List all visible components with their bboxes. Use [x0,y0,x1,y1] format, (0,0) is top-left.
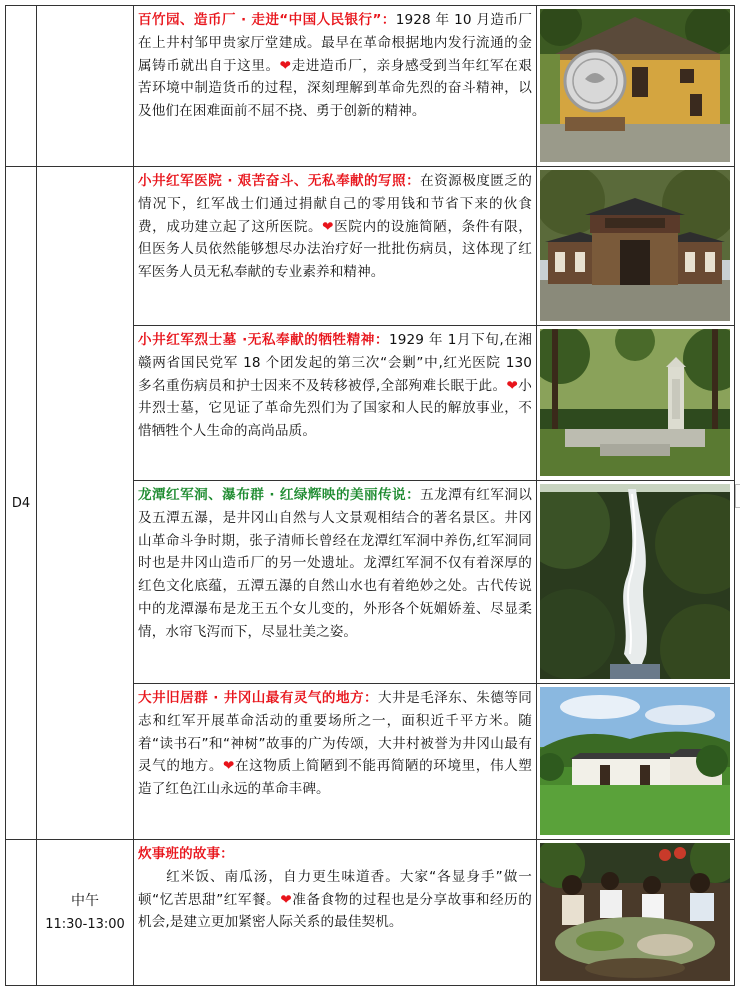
entry-reflection: 小井烈士墓，它见证了革命先烈们为了国家和人民的解放事业，不惜牺牲个人生命的高尚品质。 [138,377,532,440]
mint-building-photo [540,9,730,162]
photo-cell-cemetery [537,326,735,481]
entry-title: 百竹园、造币厂 · 走进“中国人民银行”： [138,12,396,28]
time-cell-empty [37,6,134,167]
page-edge-marker [735,484,740,508]
heart-icon: ❤ [506,377,519,394]
entry-body: 五龙潭有红军洞以及五潭五瀑，是井冈山自然与人文景观相结合的著名景区。井冈山革命斗争时期，张子清师长曾经在龙潭红军洞中养伤,红军洞同时也是井冈山造币厂的另一处遗址。龙潭红军洞不仅有着深厚的红色文化底蕴，五潭五瀑的自然山水也有着绝妙之处。古代传说中的龙潭瀑布是龙王五个女儿变的，外形各个妩媚娇羞、尽显柔情，水帘飞泻而下，尽显壮美之姿。 [138,487,532,640]
entry-body: 大井是毛泽东、朱德等同志和红军开展革命活动的重要场所之一，面积近千平方米。随着“读书石”和“神树”故事的广为传颂，大井村被誉为井冈山最有灵气的地方。 [138,690,532,775]
entry-body: 红米饭、南瓜汤，自力更生味道香。大家“各显身手”做一顿“忆苦思甜”红军餐。 [138,868,532,908]
entry-text-cooking [134,840,537,986]
entry-title: 小井红军医院 · 艰苦奋斗、无私奉献的写照： [138,173,421,189]
entry-body: 1928 年 10 月造币厂在上井村邹甲贵家厅堂建成。最早在革命根据地内发行流通的金属铸币就出自于这里。 [138,12,532,74]
entry-text-cemetery [134,326,537,481]
entry-title: 小井红军烈士墓 ·无私奉献的牺牲精神： [138,332,389,348]
entry-title: 大井旧居群 · 井冈山最有灵气的地方： [138,690,379,706]
time-range: 11:30-13:00 [45,916,125,932]
entry-body: 1929 年 1月下旬,在湘赣两省国民党军 18 个团发起的第三次“会剿”中,红光医院 130 多名重伤病员和护士因来不及转移被俘,全部殉难长眠于此。 [138,332,533,394]
entry-title: 龙潭红军洞、瀑布群 · 红绿辉映的美丽传说： [138,487,421,503]
photo-cell-cooking [537,840,735,986]
entry-reflection: 准备食物的过程也是分享故事和经历的机会,是建立更加紧密人际关系的最佳契机。 [138,891,532,931]
entry-reflection: 医院内的设施简陋，条件有限，但医务人员依然能够想尽办法治疗好一批批伤病员，这体现了红军医务人员无私奉献的专业素养和精神。 [138,218,532,281]
entry-text-waterfall [134,481,537,684]
table-row [6,167,735,326]
table-row [6,6,735,167]
entry-reflection: 走进造币厂，亲身感受到当年红军在艰苦环境中制造货币的过程，深刻理解到革命先烈的奋斗精神，以及他们在困难面前不屈不挠、勇于创新的精神。 [138,57,532,120]
table-row [6,840,735,986]
photo-cell-mint [537,6,735,167]
day-cell-empty [6,6,37,167]
entry-text-mint [134,6,537,167]
time-cell-empty [37,167,134,840]
photo-cell-dajing [537,684,735,840]
entry-reflection: 在这物质上简陋到不能再简陋的环境里，伟人塑造了红色江山永远的革命丰碑。 [138,758,532,798]
heart-icon: ❤ [279,57,292,74]
entry-text-dajing [134,684,537,840]
photo-cell-hospital [537,167,735,326]
cooking-team-photo [540,843,730,981]
entry-text-hospital [134,167,537,326]
waterfall-photo [540,484,730,679]
day-cell-empty [6,840,37,986]
time-cell [37,840,134,986]
dajing-residence-photo [540,687,730,835]
heart-icon: ❤ [223,758,235,775]
entry-title: 炊事班的故事： [138,846,234,862]
entry-body: 在资源极度匮乏的情况下，红军战士们通过捐献自己的零用钱和节省下来的伙食费，成功建立起了这所医院。 [138,173,532,235]
heart-icon: ❤ [280,891,293,908]
itinerary-table [5,5,735,986]
heart-icon: ❤ [322,218,335,235]
martyrs-cemetery-photo [540,329,730,476]
photo-cell-waterfall [537,481,735,684]
hospital-gate-photo [540,170,730,321]
day-cell: D4 [6,167,37,840]
time-label: 中午 [71,892,99,909]
